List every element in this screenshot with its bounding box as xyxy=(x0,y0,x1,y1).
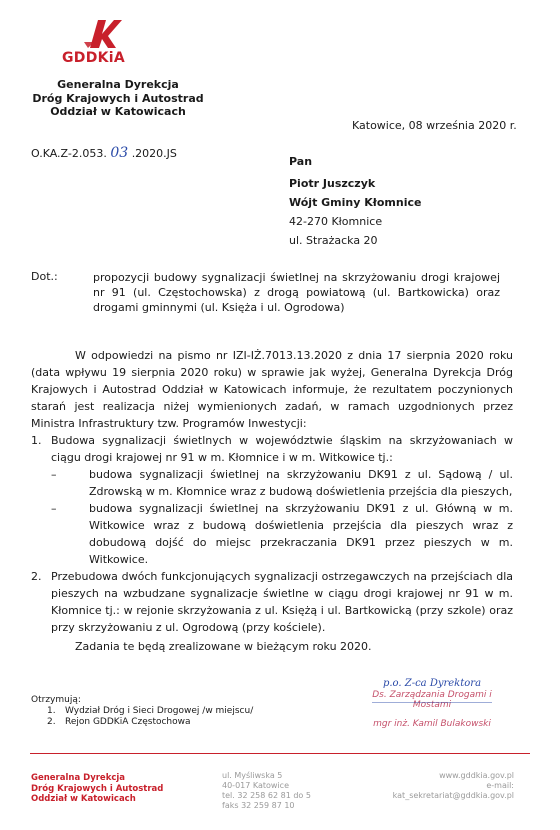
org-line-1: Generalna Dyrekcja xyxy=(57,78,179,91)
footer-city: 40-017 Katowice xyxy=(222,781,290,790)
sublist-item-1 xyxy=(51,466,513,500)
subject-label: Dot.: xyxy=(31,270,58,283)
subject-text: propozycji budowy sygnalizacji świetlnej na skrzyżowaniu drogi krajowej nr 91 (ul. Częstochowska) z drogą powiatową (ul. Bartkowicka) oraz drogami gminnymi (ul. Księża i ul. Ogrodowa) xyxy=(93,271,500,314)
addressee-salutation: Pan xyxy=(289,155,313,168)
body-intro: W odpowiedzi na pismo nr IZI-IŻ.7013.13.2020 z dnia 17 sierpnia 2020 roku (data wpływu 19 sierpnia 2020 roku) w sprawie jak wyżej, Generalna Dyrekcja Dróg Krajowych i Autostrad Oddział w Katowicach informuje, że rezultatem poczynionych starań jest realizacja niżej wymienionych zadań, w ramach uzgodnionych przez Ministra Infrastruktury tzw. Programów Inwestycji: xyxy=(31,349,513,430)
stamp-department: Ds. Zarządzania Drogami i Mostami xyxy=(372,689,492,710)
signature-scribble xyxy=(372,689,492,703)
sublist-item-2 xyxy=(51,500,513,568)
org-line-2: Dróg Krajowych i Autostrad xyxy=(32,91,204,105)
letter-body xyxy=(31,347,513,655)
gddkia-logo xyxy=(60,14,140,72)
stamp-signatory: mgr inż. Kamil Bulakowski xyxy=(373,718,491,729)
footer-address xyxy=(222,771,311,811)
footer-org-line: Dróg Krajowych i Autostrad xyxy=(31,783,164,794)
dash-bullet: – xyxy=(51,468,57,481)
list-item-text: Budowa sygnalizacji świetlnych w województwie śląskim na skrzyżowaniach w ciągu drogi krajowej nr 91 w m. Kłomnice i w m. Witkowice tj.: xyxy=(51,434,513,464)
addressee-title: Wójt Gminy Kłomnice xyxy=(289,196,422,209)
reference-suffix: .2020.JS xyxy=(131,147,177,160)
footer-email-link[interactable]: e-mail: kat_sekretariat@gddkia.gov.pl xyxy=(392,781,514,800)
recipient-number: 1. xyxy=(47,706,56,716)
footer-org-line: Generalna Dyrekcja xyxy=(31,773,126,783)
addressee-postal: 42-270 Kłomnice xyxy=(289,215,383,228)
reference-handwritten-number: 03 xyxy=(110,145,129,161)
sublist xyxy=(31,466,513,568)
addressee-name: Piotr Juszczyk xyxy=(289,177,376,190)
footer-contact xyxy=(372,771,514,801)
footer-phone: tel. 32 258 62 81 do 5 xyxy=(222,791,311,800)
dash-bullet: – xyxy=(51,502,57,515)
addressee-street: ul. Strażacka 20 xyxy=(289,234,378,247)
reference-prefix: O.KA.Z-2.053. xyxy=(31,147,107,160)
logo-road-icon xyxy=(60,14,140,54)
sender-organization xyxy=(30,78,206,119)
recipient-item xyxy=(47,706,253,717)
recipient-text: Wydział Dróg i Sieci Drogowej /w miejscu/ xyxy=(65,706,254,716)
footer-street: ul. Myśliwska 5 xyxy=(222,771,283,780)
recipients-list xyxy=(47,706,253,728)
recipient-item xyxy=(47,717,253,728)
list-item-text: Przebudowa dwóch funkcjonujących sygnalizacji ostrzegawczych na przejściach dla pieszych na wzbudzane sygnalizacje świetlne w ciągu drogi krajowej nr 91 w m. Kłomnice tj.: w rejonie skrzyżowania z ul. Księżą i ul. Bartkowicką (przy szkole) oraz przy skrzyżowaniu z ul. Ogrodową (przy kościele). xyxy=(51,570,513,634)
recipient-number: 2. xyxy=(47,717,56,727)
footer-website-link[interactable]: www.gddkia.gov.pl xyxy=(439,771,514,780)
list-item-2 xyxy=(31,568,513,636)
sublist-item-text: budowa sygnalizacji świetlnej na skrzyżowaniu DK91 z ul. Sądową / ul. Zdrowską w m. Kłomnice wraz z budową doświetlenia przejścia dla pieszych, xyxy=(89,468,513,498)
footer-fax: faks 32 259 87 10 xyxy=(222,801,295,810)
footer-organization xyxy=(31,773,163,805)
signature-stamp xyxy=(352,679,512,729)
list-number: 2. xyxy=(31,570,42,583)
logo-text: GDDKiA xyxy=(62,50,126,66)
list-number: 1. xyxy=(31,434,42,447)
document-reference xyxy=(31,145,177,161)
list-item-1 xyxy=(31,432,513,466)
recipients-label: Otrzymują: xyxy=(31,695,81,705)
recipient-text: Rejon GDDKiA Częstochowa xyxy=(65,717,191,727)
letter-date: Katowice, 08 września 2020 r. xyxy=(352,119,517,132)
body-closing: Zadania te będą zrealizowane w bieżącym roku 2020. xyxy=(75,640,372,653)
sublist-item-text: budowa sygnalizacji świetlnej na skrzyżowaniu DK91 z ul. Główną w m. Witkowice wraz z budową doświetlenia przejścia dla pieszych wraz z dobudową dojść do miejsc przekraczania DK91 przez pieszych w m. Witkowice. xyxy=(89,502,513,566)
footer-org-line: Oddział w Katowicach xyxy=(31,794,136,804)
footer-divider xyxy=(30,753,530,754)
org-line-3: Oddział w Katowicach xyxy=(50,105,186,118)
stamp-position: p.o. Z-ca Dyrektora xyxy=(382,678,482,689)
